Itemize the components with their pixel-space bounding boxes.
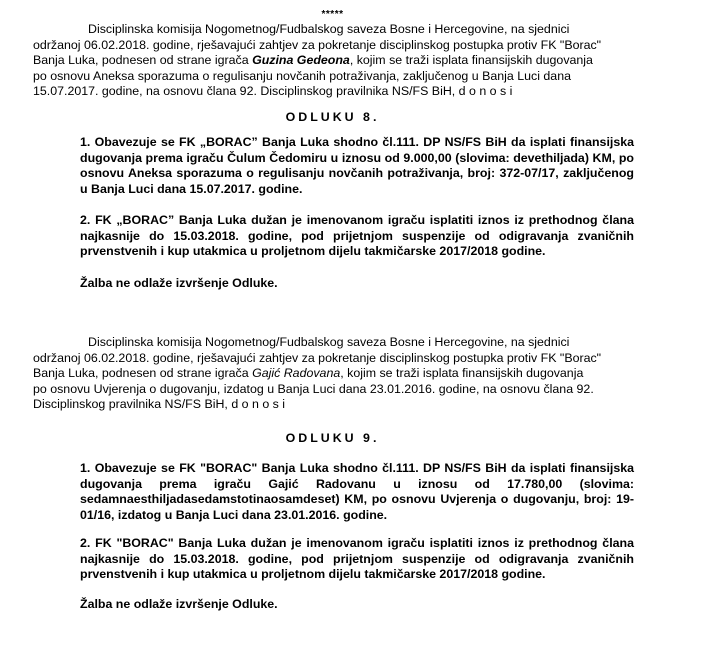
intro-text: Banja Luka, podnesen od strane igrača — [33, 366, 253, 381]
intro-text: , kojim se traži isplata finansijskih dugovanja — [340, 366, 584, 381]
intro-text: , kojim se traži isplata finansijskih dugovanja — [349, 53, 593, 68]
player-name: Guzina Gedeona — [252, 53, 350, 68]
decision-heading-9: ODLUKU 9. — [285, 431, 380, 445]
intro-paragraph-2 — [33, 335, 665, 413]
decision-9-appeal: Žalba ne odlaže izvršenje Odluke. — [80, 597, 278, 611]
intro-text: po osnovu Aneksa sporazuma o regulisanju novčanih potraživanja, zaključenog u Banja Luci dana — [33, 68, 571, 83]
decision-9-item-2: 2. FK "BORAC" Banja Luka dužan je imenovanom igraču isplatiti iznos iz prethodnog člana najkasnije do 15.03.2018. godine, pod prijetnjom suspenzije od odigravanja zvaničnih prvenstvenih i kup utakmica u proljetnom dijelu takmičarske 2017/2018 godine. — [80, 536, 634, 582]
decision-8-item-1: 1. Obavezuje se FK „BORAC” Banja Luka shodno čl.111. DP NS/FS BiH da isplati finansijska dugovanja prema igraču Čulum Čedomiru u iznosu od 9.000,00 (slovima: devethiljada) KM, po osnovu Aneksa sporazuma o regulisanju novčanih potraživanja, broj: 372-07/17, zaključenog u Banja Luci dana 15.07.2017. godine. — [80, 135, 634, 196]
intro-text: Disciplinska komisija Nogometnog/Fudbalskog saveza Bosne i Hercegovine, na sjednici — [88, 22, 570, 36]
intro-text: d o n o s i — [231, 397, 286, 412]
intro-paragraph-1 — [33, 22, 665, 100]
intro-text: Disciplinskog pravilnika NS/FS BiH, — [33, 397, 232, 412]
intro-text: Disciplinska komisija Nogometnog/Fudbalskog saveza Bosne i Hercegovine, na sjednici — [88, 335, 570, 349]
decision-8-appeal: Žalba ne odlaže izvršenje Odluke. — [80, 276, 278, 290]
decision-8-item-2: 2. FK „BORAC” Banja Luka dužan je imenovanom igraču isplatiti iznos iz prethodnog člana najkasnije do 15.03.2018. godine, pod prijetnjom suspenzije od odigravanja zvaničnih prvenstvenih i kup utakmica u proljetnom dijelu takmičarske 2017/2018 godine. — [80, 213, 634, 259]
separator-stars: ***** — [321, 9, 344, 20]
intro-text: 15.07.2017. godine, na osnovu člana 92. Disciplinskog pravilnika NS/FS BiH, — [33, 84, 459, 99]
intro-text: po osnovu Uvjerenja o dugovanju, izdatog u Banja Luci dana 23.01.2016. godine, na osnovu člana 92. — [33, 381, 594, 396]
intro-text: održanoj 06.02.2018. godine, rješavajući zahtjev za pokretanje disciplinskog postupka protiv FK "Borac" — [33, 37, 602, 52]
intro-text: Banja Luka, podnesen od strane igrača — [33, 53, 253, 68]
player-name: Gajić Radovana — [252, 366, 341, 381]
intro-text: održanoj 06.02.2018. godine, rješavajući zahtjev za pokretanje disciplinskog postupka protiv FK "Borac" — [33, 350, 602, 365]
decision-heading-8: ODLUKU 8. — [285, 110, 380, 124]
decision-9-item-1: 1. Obavezuje se FK "BORAC" Banja Luka shodno čl.111. DP NS/FS BiH da isplati finansijska dugovanja prema igraču Gajić Radovanu u iznosu od 17.780,00 (slovima: sedamnaesthiljadasedamstotinaosamdeset) KM, po osnovu Uvjerenja o dugovanju, broj: 19-01/16, izdatog u Banja Luci dana 23.01.2016. godine. — [80, 461, 634, 522]
intro-text: d o n o s i — [458, 84, 513, 99]
